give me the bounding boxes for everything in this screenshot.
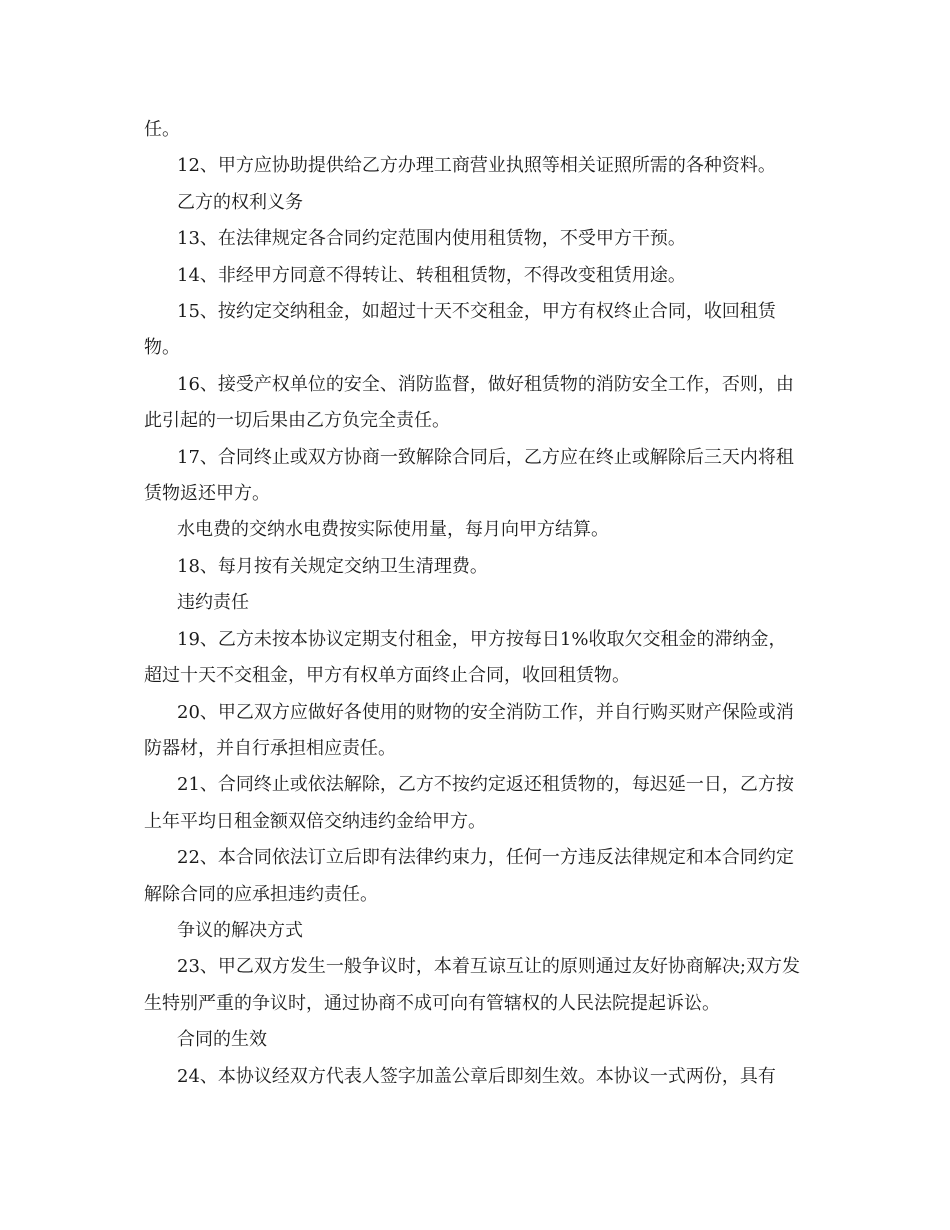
section-heading-dispute: 争议的解决方式 xyxy=(177,919,303,941)
clause-14: 14、非经甲方同意不得转让、转租租赁物，不得改变租赁用途。 xyxy=(177,264,686,286)
clause-13: 13、在法律规定各合同约定范围内使用租赁物，不受甲方干预。 xyxy=(177,228,686,250)
clause-24: 24、本协议经双方代表人签字加盖公章后即刻生效。本协议一式两份，具有 xyxy=(177,1065,776,1087)
clause-23: 23、甲乙双方发生一般争议时，本着互谅互让的原则通过友好协商解决;双方发生特别严重的争议时，通过协商不成可向有管辖权的人民法院提起诉讼。 xyxy=(144,956,800,1014)
clause-22: 22、本合同依法订立后即有法律约束力，任何一方违反法律规定和本合同约定解除合同的应承担违约责任。 xyxy=(144,847,794,905)
clause-18: 18、每月按有关规定交纳卫生清理费。 xyxy=(177,555,488,577)
clause-20: 20、甲乙双方应做好各使用的财物的安全消防工作，并自行购买财产保险或消防器材，并自行承担相应责任。 xyxy=(144,701,794,759)
clause-19: 19、乙方未按本协议定期支付租金，甲方按每日1%收取欠交租金的滞纳金，超过十天不交租金，甲方有权单方面终止合同，收回租赁物。 xyxy=(144,628,787,687)
utilities-note: 水电费的交纳水电费按实际使用量，每月向甲方结算。 xyxy=(177,519,609,541)
clause-16: 16、接受产权单位的安全、消防监督，做好租赁物的消防安全工作，否则，由此引起的一切后果由乙方负完全责任。 xyxy=(144,373,794,432)
clause-12: 12、甲方应协助提供给乙方办理工商营业执照等相关证照所需的各种资料。 xyxy=(177,155,776,177)
section-heading-party-b-rights: 乙方的权利义务 xyxy=(177,191,303,213)
clause-15: 15、按约定交纳租金，如超过十天不交租金，甲方有权终止合同，收回租赁物。 xyxy=(144,301,776,359)
section-heading-breach: 违约责任 xyxy=(177,592,249,614)
contract-body xyxy=(144,112,804,1095)
clause-17: 17、合同终止或双方协商一致解除合同后，乙方应在终止或解除后三天内将租赁物返还甲方。 xyxy=(144,446,794,505)
clause-21: 21、合同终止或依法解除，乙方不按约定返还租赁物的，每迟延一日，乙方按上年平均日租金额双倍交纳违约金给甲方。 xyxy=(144,774,794,832)
paragraph-continuation: 任。 xyxy=(144,119,180,140)
section-heading-effect: 合同的生效 xyxy=(177,1029,267,1051)
